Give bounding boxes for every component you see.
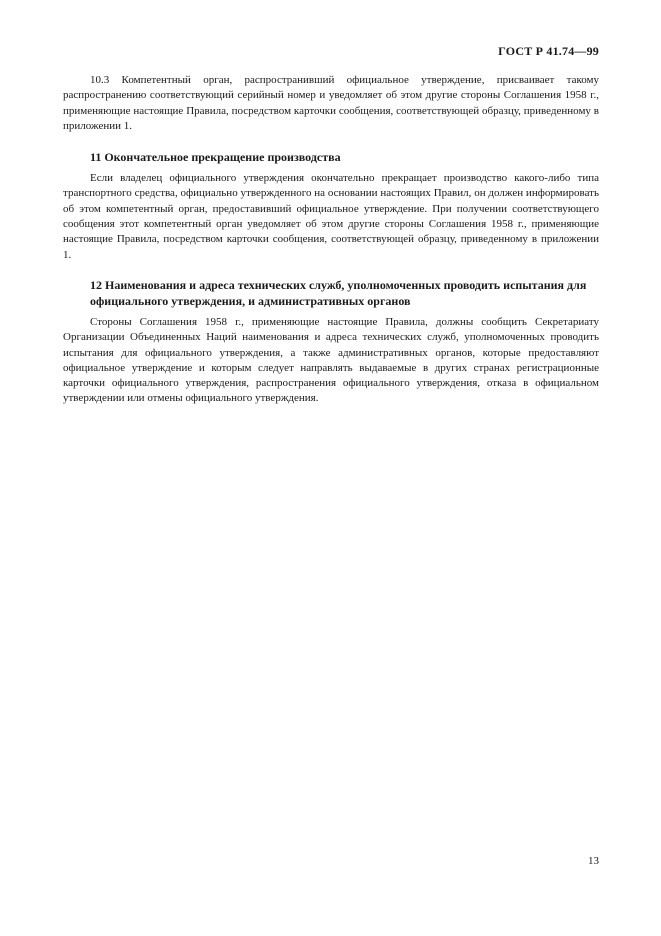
section-heading-11: 11 Окончательное прекращение производства [90, 150, 341, 165]
document-body [63, 73, 599, 407]
page-number: 13 [588, 855, 599, 867]
paragraph-11: Если владелец официального утверждения окончательно прекращает производство какого-либо типа транспортного средства, официально утвержденного на основании настоящих Правил, он должен информировать об этом компетентный орган, предоставивший официальное утверждение. При получении соответствующего сообщения этот компетентный орган уведомляет об этом другие стороны Соглашения 1958 г., применяющие настоящие Правила, посредством карточки сообщения, соответствующей образцу, приведенному в приложении 1. [63, 172, 599, 261]
document-code-header: ГОСТ Р 41.74—99 [498, 44, 599, 58]
paragraph-10-3: 10.3 Компетентный орган, распространивший официальное утверждение, присваивает такому распространению соответствующий серийный номер и уведомляет об этом другие стороны Соглашения 1958 г., применяющие настоящие Правила, посредством карточки сообщения, соответствующей образцу, приведенному в приложении 1. [63, 74, 599, 132]
paragraph-12: Стороны Соглашения 1958 г., применяющие настоящие Правила, должны сообщить Секретариату Организации Объединенных Наций наименования и адреса технических служб, уполномоченных проводить испытания для официального утверждения, а также административных органов, которые предоставляют официальное утверждение и которым следует направлять выдаваемые в других странах регистрационные карточки официального утверждения, распространения официального утверждения, отказа в официальном утверждении или отмены официального утверждения. [63, 315, 599, 405]
section-heading-12: 12 Наименования и адреса технических служб, уполномоченных проводить испытания для официального утверждения, и административных органов [90, 277, 587, 308]
